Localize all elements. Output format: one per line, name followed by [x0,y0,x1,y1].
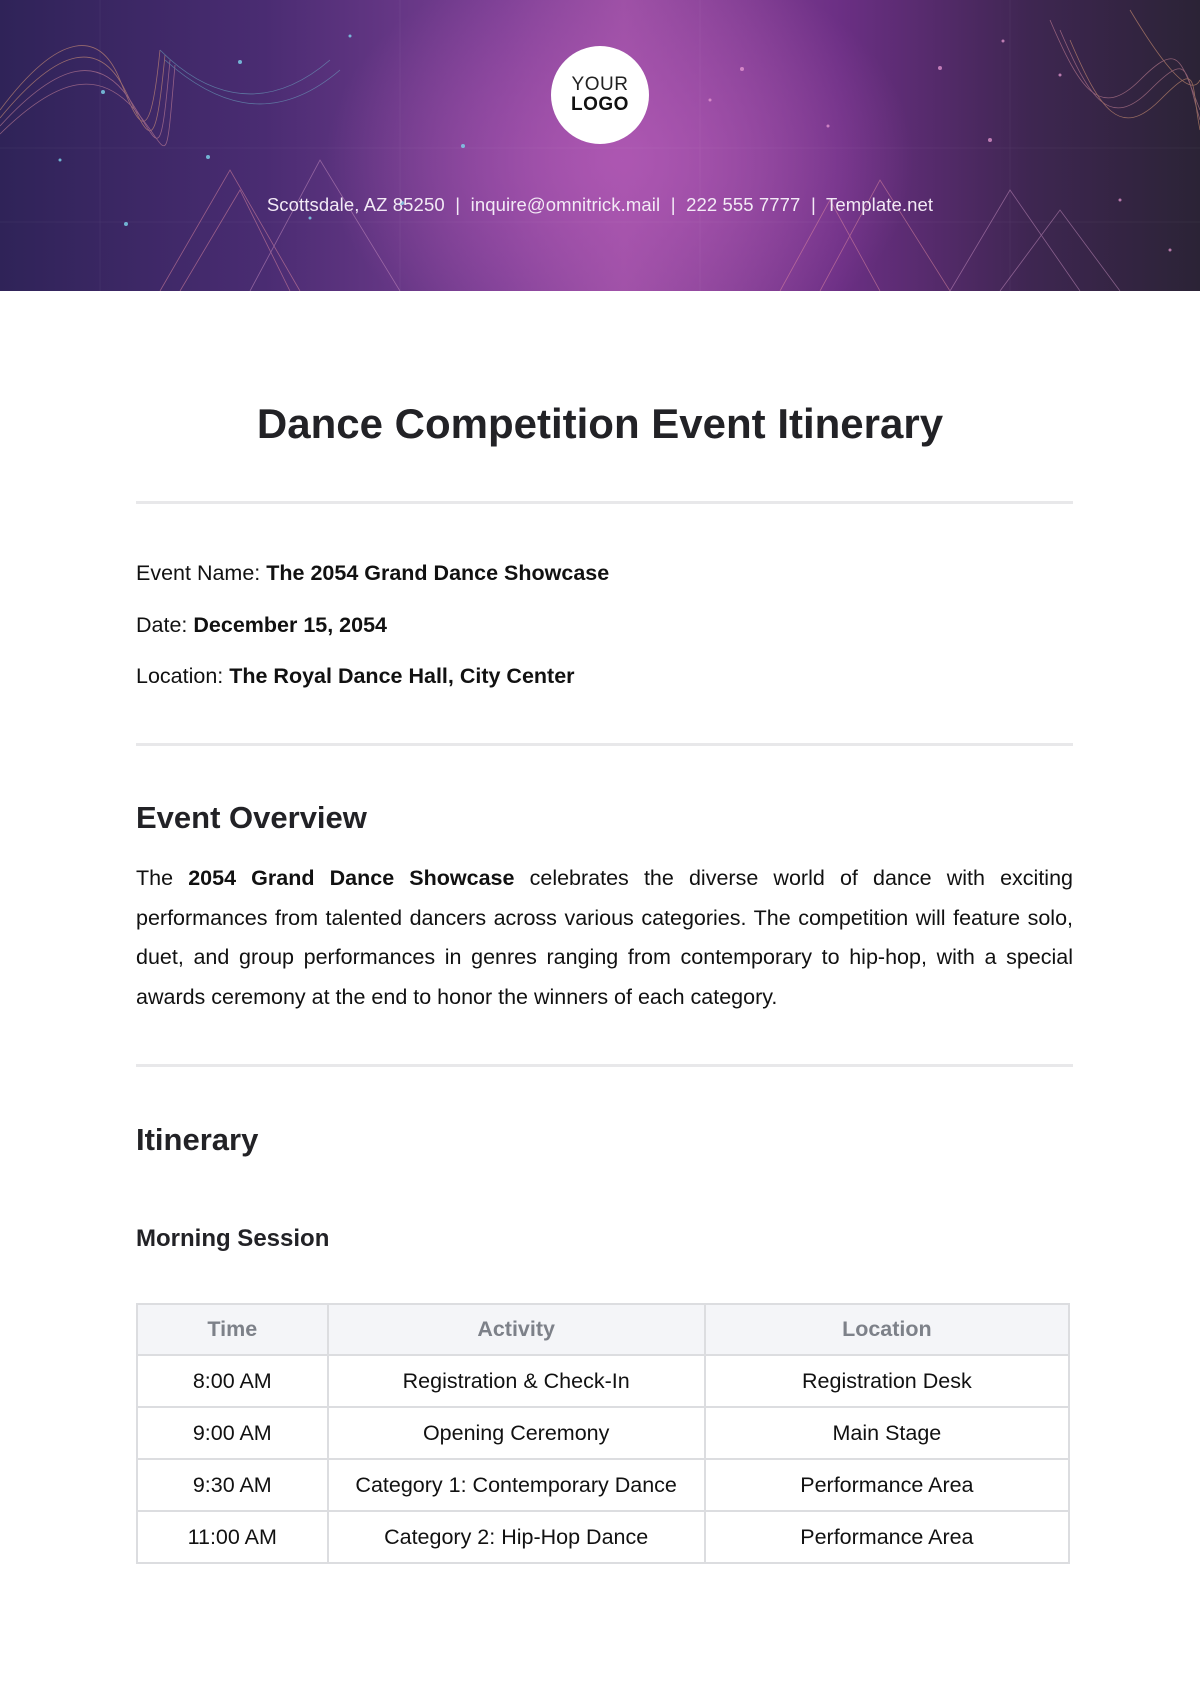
divider [136,743,1073,746]
morning-session-table [136,1303,1070,1564]
table-row [137,1459,1069,1511]
overview-text-rest: celebrates the diverse world of dance with exciting performances from talented dancers across various categories. The competition will feature solo, duet, and group performances in genres ranging from contemporary to hip-hop, with a special awards ceremony at the end to honor the winners of each category. [136,866,1074,1009]
table-header-row [137,1304,1069,1355]
contact-separator: | [455,194,461,215]
cell-location: Main Stage [705,1407,1069,1459]
overview-text-prefix: The [136,866,189,890]
location-value: The Royal Dance Hall, City Center [229,664,575,688]
cell-activity: Category 1: Contemporary Dance [328,1459,705,1511]
logo-line-1: YOUR [571,74,629,96]
event-name-label: Event Name: [136,561,267,585]
cell-activity: Opening Ceremony [328,1407,705,1459]
logo-line-2: LOGO [571,94,629,115]
cell-time: 8:00 AM [137,1355,328,1407]
cell-activity: Category 2: Hip-Hop Dance [328,1511,705,1563]
contact-email[interactable]: inquire@omnitrick.mail [470,194,661,215]
divider [136,501,1073,504]
session-heading: Morning Session [136,1225,330,1252]
cell-location: Performance Area [705,1459,1069,1511]
contact-website[interactable]: Template.net [826,194,934,215]
cell-location: Performance Area [705,1511,1069,1563]
date-label: Date: [136,613,194,637]
overview-heading: Event Overview [136,800,367,835]
date-value: December 15, 2054 [193,613,388,637]
column-header-activity: Activity [328,1304,705,1355]
cell-time: 11:00 AM [137,1511,328,1563]
cell-activity: Registration & Check-In [328,1355,705,1407]
date-line [136,613,387,638]
contact-phone[interactable]: 222 555 7777 [686,194,801,215]
company-logo [551,46,649,144]
cell-time: 9:30 AM [137,1459,328,1511]
event-name-value: The 2054 Grand Dance Showcase [266,561,610,585]
table-row [137,1407,1069,1459]
location-label: Location: [136,664,230,688]
cell-location: Registration Desk [705,1355,1069,1407]
itinerary-heading: Itinerary [136,1122,259,1157]
divider [136,1064,1073,1067]
column-header-location: Location [705,1304,1069,1355]
overview-paragraph [136,859,1073,1017]
overview-text-bold: 2054 Grand Dance Showcase [188,866,515,890]
document-title: Dance Competition Event Itinerary [256,400,944,447]
table-row [137,1511,1069,1563]
cell-time: 9:00 AM [137,1407,328,1459]
contact-line [0,194,1200,216]
contact-separator: | [810,194,816,215]
column-header-time: Time [137,1304,328,1355]
table-row [137,1355,1069,1407]
wave-pattern-decoration [0,0,1200,291]
location-line [136,664,575,689]
header-banner [0,0,1200,291]
contact-address: Scottsdale, AZ 85250 [266,194,445,215]
event-name-line [136,561,609,586]
contact-separator: | [670,194,676,215]
